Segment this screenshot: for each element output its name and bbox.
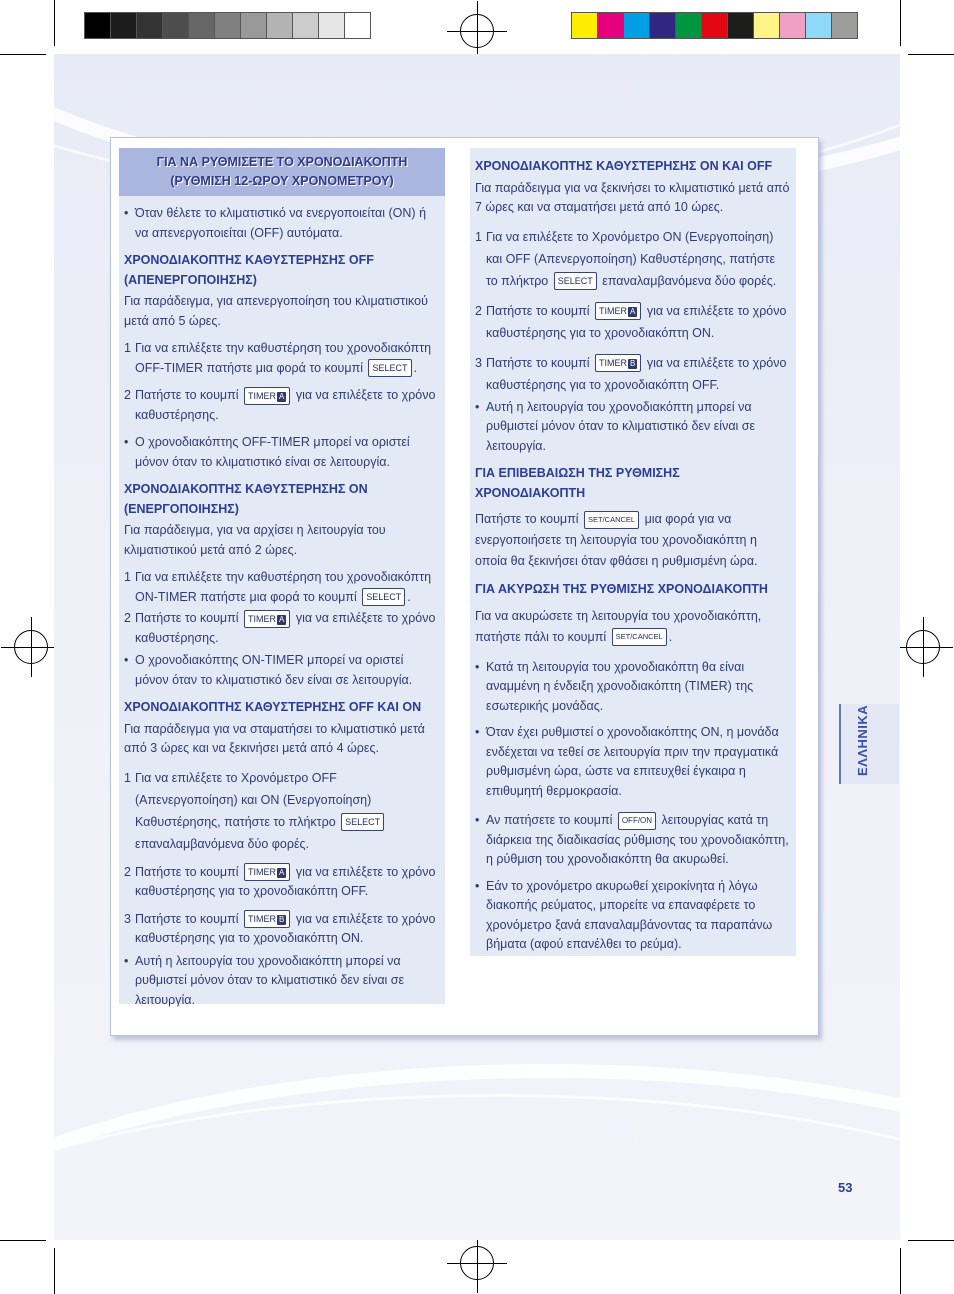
color-swatch: [214, 12, 241, 39]
confirm-timer-heading: ΓΙΑ ΕΠΙΒΕΒΑΙΩΣΗ ΤΗΣ ΡΥΘΜΙΣΗΣ ΧΡΟΝΟΔΙΑΚΟΠΤΗ: [475, 466, 680, 500]
step-text: Για να επιλέξετε την καθυστέρηση του χρονοδιακόπτη ON-TIMER πατήστε μια φορά το κουμπί: [135, 570, 432, 604]
registration-mark: [906, 630, 940, 664]
step-text: για να επιλέξετε το χρόνο καθυστέρησης για το χρονοδιακόπτη ON.: [135, 911, 436, 945]
color-swatch: [162, 12, 189, 39]
step-number: 2: [124, 388, 131, 402]
timer-a-button-icon: TIMER A: [244, 863, 290, 881]
on-timer-note: • Ο χρονοδιακόπτης ON-TIMER μπορεί να οριστεί μόνον όταν το κλιματιστικό δεν είναι σε λειτουργία.: [124, 651, 439, 690]
cancel-note-1: • Κατά τη λειτουργία του χρονοδιακόπτη θα είναι αναμμένη η ένδειξη χρονοδιακόπτη (TIMER) της εσωτερικής μονάδας.: [475, 658, 790, 717]
on-timer-heading: ΧΡΟΝΟΔΙΑΚΟΠΤΗΣ ΚΑΘΥΣΤΕΡΗΣΗΣ ON (ΕΝΕΡΓΟΠΟΙΗΣΗΣ): [124, 482, 368, 516]
off-on-timer-step-3: [124, 910, 439, 949]
select-button-icon: SELECT: [362, 588, 405, 606]
step-number: 1: [124, 341, 131, 355]
step-end: επαναλαμβανόμενα δύο φορές.: [602, 273, 777, 288]
color-swatch: [597, 12, 624, 39]
step-end: .: [413, 360, 417, 375]
crop-mark: [900, 0, 901, 46]
step-text: Πατήστε το κουμπί: [135, 911, 239, 926]
color-swatch: [318, 12, 345, 39]
off-on-button-icon: OFF/ON: [618, 812, 656, 830]
off-on-timer-note: • Αυτή η λειτουργία του χρονοδιακόπτη μπορεί να ρυθμιστεί μόνον όταν το κλιματιστικό δεν είναι σε λειτουργία.: [124, 952, 439, 1011]
page-number: 53: [838, 1180, 853, 1195]
on-timer-step-2: [124, 609, 439, 648]
confirm-timer-text: Πατήστε το κουμπί SET/CANCEL μια φορά για να ενεργοποιήσετε τη λειτουργία του χρονοδιακόπτη η οποία θα ξεκινήσει όταν φθάσει η ρυθμισμένη ώρα.: [475, 512, 758, 568]
color-swatch-strip: [571, 12, 857, 42]
color-swatch: [649, 12, 676, 39]
timer-b-button-icon: TIMER B: [595, 354, 641, 372]
color-swatch: [753, 12, 780, 39]
color-swatch: [805, 12, 832, 39]
color-swatch: [292, 12, 319, 39]
timer-a-button-icon: TIMER A: [244, 610, 290, 628]
color-swatch: [675, 12, 702, 39]
select-button-icon: SELECT: [554, 272, 597, 290]
color-swatch: [831, 12, 858, 39]
registration-mark: [460, 1246, 494, 1280]
step-number: 2: [124, 611, 131, 625]
step-number: 1: [124, 770, 131, 785]
color-swatch: [110, 12, 137, 39]
on-timer-step-1: [124, 568, 439, 607]
off-timer-step-1: [124, 339, 439, 378]
on-off-timer-note: • Αυτή η λειτουργία του χρονοδιακόπτη μπορεί να ρυθμιστεί μόνον όταν το κλιματιστικό δεν είναι σε λειτουργία.: [475, 398, 790, 457]
step-text: για να επιλέξετε το χρόνο καθυστέρησης.: [135, 388, 436, 422]
step-end: .: [407, 589, 411, 604]
step-text: Για να επιλέξετε το Χρονόμετρο ON (Ενεργοποίηση) και OFF (Απενεργοποίηση) Καθυστέρησης, πατήστε το πλήκτρο: [486, 229, 776, 288]
color-swatch: [240, 12, 267, 39]
off-on-timer-step-1: [124, 767, 439, 855]
step-text: για να επιλέξετε το χρόνο καθυστέρησης.: [135, 611, 436, 645]
left-column: [119, 148, 445, 1007]
section-title: [119, 148, 445, 196]
color-swatch: [84, 12, 111, 39]
cancel-note-4: • Εάν το χρονόμετρο ακυρωθεί χειροκίνητα ή λόγω διακοπής ρεύματος, μπορείτε να επαναφέρετε το χρονόμετρο ξανά επαναλαμβάνοντας τα παραπάνω βήματα (αφού επανέλθει το ρεύμα).: [475, 877, 790, 955]
step-text: για να επιλέξετε το χρόνο καθυστέρησης για το χρονοδιακόπτη ON.: [486, 303, 787, 340]
color-swatch: [701, 12, 728, 39]
gray-swatch-strip: [84, 12, 370, 42]
step-text: Πατήστε το κουμπί: [135, 864, 239, 879]
step-number: 3: [124, 911, 131, 926]
on-timer-example: Για παράδειγμα, για να αρχίσει η λειτουργία του κλιματιστικού μετά από 2 ώρες.: [124, 523, 386, 557]
step-number: 3: [475, 355, 482, 370]
color-swatch: [779, 12, 806, 39]
title-line-1: ΓΙΑ ΝΑ ΡΥΘΜΙΣΕΤΕ ΤΟ ΧΡΟΝΟΔΙΑΚΟΠΤΗ: [156, 155, 408, 169]
registration-mark: [14, 630, 48, 664]
step-text: Πατήστε το κουμπί: [135, 388, 239, 402]
timer-a-button-icon: TIMER A: [244, 387, 290, 405]
step-number: 1: [124, 570, 131, 584]
intro-bullet: • Όταν θέλετε το κλιματιστικό να ενεργοποιείται (ON) ή να απενεργοποιείται (OFF) αυτόματα.: [124, 204, 439, 243]
timer-b-button-icon: TIMER B: [244, 910, 290, 928]
off-on-timer-heading: ΧΡΟΝΟΔΙΑΚΟΠΤΗΣ ΚΑΘΥΣΤΕΡΗΣΗΣ OFF ΚΑΙ ON: [124, 700, 422, 714]
step-text: για να επιλέξετε το χρόνο καθυστέρησης για το χρονοδιακόπτη OFF.: [135, 864, 436, 898]
off-timer-heading: ΧΡΟΝΟΔΙΑΚΟΠΤΗΣ ΚΑΘΥΣΤΕΡΗΣΗΣ OFF (ΑΠΕΝΕΡΓΟΠΟΙΗΣΗΣ): [124, 253, 374, 287]
step-number: 1: [475, 229, 482, 244]
crop-mark: [54, 1248, 55, 1294]
on-off-timer-example: Για παράδειγμα για να ξεκινήσει το κλιματιστικό μετά από 7 ώρες και να σταματήσει μετά από 10 ώρες.: [475, 180, 790, 214]
crop-mark: [0, 54, 46, 55]
off-on-timer-step-2: [124, 863, 439, 902]
crop-mark: [908, 54, 954, 55]
color-swatch: [344, 12, 371, 39]
on-off-timer-step-2: [475, 300, 790, 344]
off-timer-step-2: [124, 386, 439, 425]
cancel-note-3: • Αν πατήσετε το κουμπί OFF/ON λειτουργίας κατά τη διάρκεια της διαδικασίας ρύθμισης του χρονοδιακόπτη, η ρύθμιση του χρονοδιακόπτη θα ακυρωθεί.: [475, 811, 790, 870]
step-text: Πατήστε το κουμπί: [135, 611, 239, 625]
set-cancel-button-icon: SET/CANCEL: [584, 511, 639, 529]
title-line-2: (ΡΥΘΜΙΣΗ 12-ΩΡΟΥ ΧΡΟΝΟΜΕΤΡΟΥ): [170, 174, 394, 188]
off-on-timer-example: Για παράδειγμα για να σταματήσει το κλιματιστικό μετά από 3 ώρες και να ξεκινήσει μετά από 4 ώρες.: [124, 721, 425, 755]
crop-mark: [900, 1248, 901, 1294]
on-off-timer-heading: ΧΡΟΝΟΔΙΑΚΟΠΤΗΣ ΚΑΘΥΣΤΕΡΗΣΗΣ ON ΚΑΙ OFF: [475, 159, 773, 173]
cancel-timer-text: Για να ακυρώσετε τη λειτουργία του χρονοδιακόπτη, πατήστε πάλι το κουμπί SET/CANCEL .: [475, 606, 790, 648]
cancel-timer-heading: ΓΙΑ ΑΚΥΡΩΣΗ ΤΗΣ ΡΥΘΜΙΣΗΣ ΧΡΟΝΟΔΙΑΚΟΠΤΗ: [475, 582, 768, 596]
step-number: 2: [124, 864, 131, 879]
step-text: για να επιλέξετε το χρόνο καθυστέρησης για το χρονοδιακόπτη OFF.: [486, 355, 787, 392]
step-number: 2: [475, 303, 482, 318]
color-swatch: [136, 12, 163, 39]
crop-mark: [908, 1240, 954, 1241]
color-swatch: [188, 12, 215, 39]
step-text: Για να επιλέξετε το Χρονόμετρο OFF (Απενεργοποίηση) και ON (Ενεργοποίηση) Καθυστέρησης, πατήστε το πλήκτρο: [135, 770, 372, 829]
color-swatch: [623, 12, 650, 39]
off-timer-example: Για παράδειγμα, για απενεργοποίηση του κλιματιστικού μετά από 5 ώρες.: [124, 294, 428, 328]
step-text: Για να επιλέξετε την καθυστέρηση του χρονοδιακόπτη OFF-TIMER πατήστε μια φορά το κουμπί: [135, 341, 432, 375]
color-swatch: [266, 12, 293, 39]
language-label: ΕΛΛΗΝΙΚΑ: [855, 704, 870, 776]
select-button-icon: SELECT: [368, 359, 411, 377]
cancel-note-2: • Όταν έχει ρυθμιστεί ο χρονοδιακόπτης ON, η μονάδα ενδέχεται να τεθεί σε λειτουργία πριν την πραγματικά ρυθμισμένη ώρα, ώστε να επιτευχθεί έγκαιρα η επιθυμητή θερμοκρασία.: [475, 723, 790, 801]
on-off-timer-step-3: [475, 352, 790, 396]
on-off-timer-step-1: [475, 226, 790, 292]
step-text: Πατήστε το κουμπί: [486, 355, 590, 370]
registration-mark: [460, 14, 494, 48]
color-swatch: [727, 12, 754, 39]
language-side-tab: [839, 704, 899, 784]
step-text: Πατήστε το κουμπί: [486, 303, 590, 318]
color-swatch: [571, 12, 598, 39]
crop-mark: [0, 1240, 46, 1241]
select-button-icon: SELECT: [341, 813, 384, 831]
set-cancel-button-icon: SET/CANCEL: [612, 628, 667, 646]
crop-mark: [54, 0, 55, 46]
timer-a-button-icon: TIMER A: [595, 302, 641, 320]
right-column: [470, 148, 796, 956]
step-end: επαναλαμβανόμενα δύο φορές.: [135, 836, 310, 851]
off-timer-note: • Ο χρονοδιακόπτης OFF-TIMER μπορεί να οριστεί μόνον όταν το κλιματιστικό είναι σε λειτουργία.: [124, 433, 439, 472]
